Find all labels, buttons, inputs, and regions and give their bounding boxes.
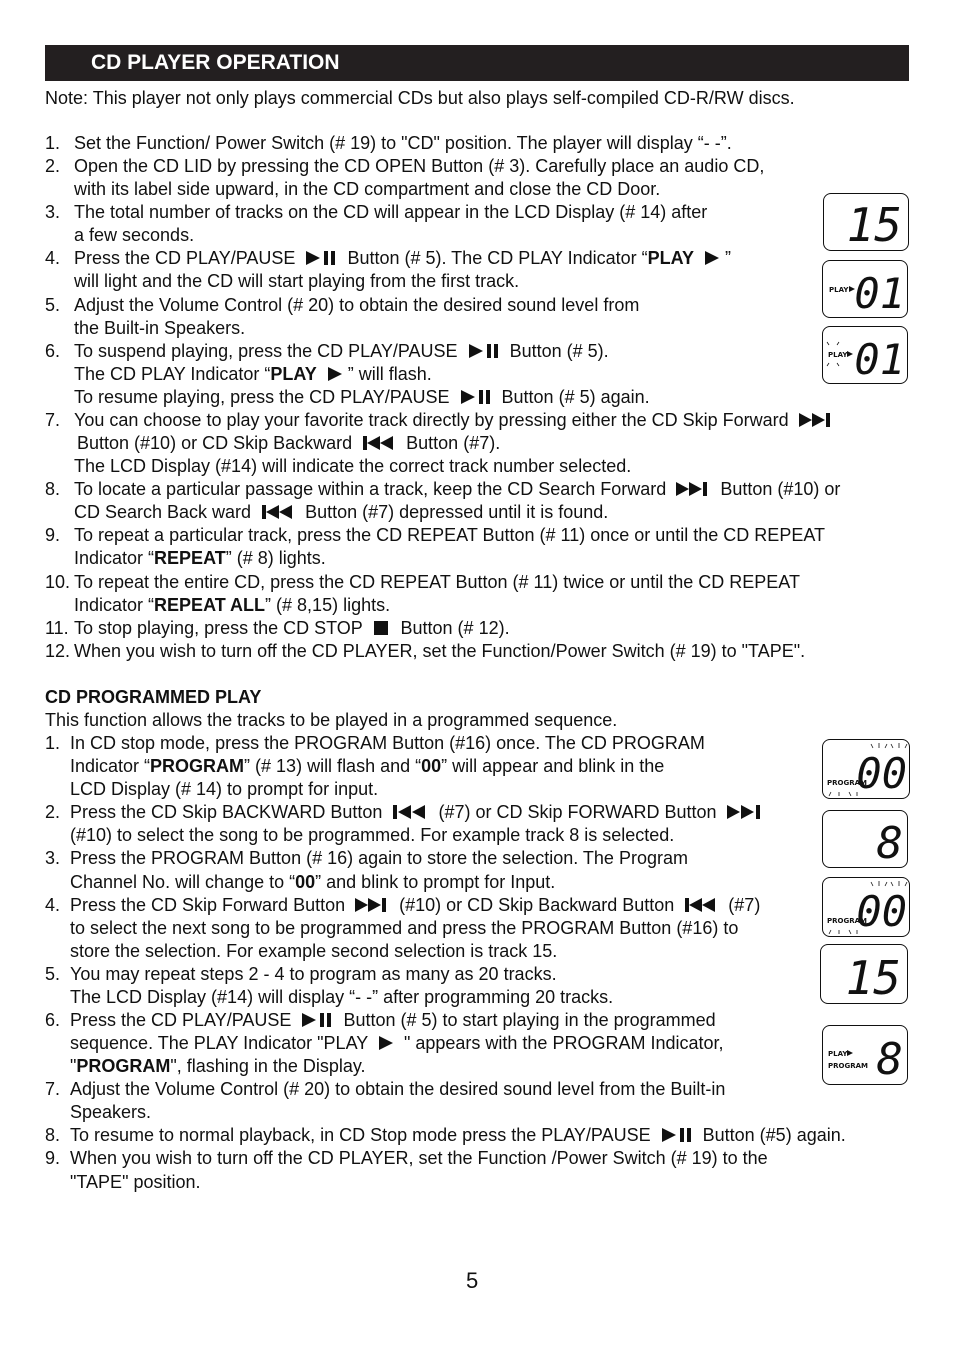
repeat-indicator: REPEAT [154,548,226,568]
step-number: 2. [45,802,61,822]
step-text: When you wish to turn off the CD PLAYER, set the Function /Power Switch (# 19) to the [70,1148,768,1168]
skip-backward-icon [391,804,429,820]
lcd-digits: 01 [854,269,905,317]
play-indicator: PLAY [270,364,317,384]
text: ", flashing in the Display. [170,1056,366,1076]
step-text: You may repeat steps 2 - 4 to program as many as 20 tracks. [70,964,557,984]
lcd-display [820,944,908,1004]
lcd-digits: 8 [876,818,903,867]
text: Press the CD PLAY/PAUSE [70,1010,292,1030]
step-number: 9. [45,525,61,545]
step-text: Press the PROGRAM Button (# 16) again to store the selection. The Program [70,848,688,868]
step-number: 12. [45,641,71,661]
text: Press the CD Skip BACKWARD Button [70,802,383,822]
text: To resume to normal playback, in CD Stop mode press the PLAY/PAUSE [70,1125,651,1145]
text: sequence. The PLAY Indicator "PLAY [70,1033,368,1053]
play-pause-icon [660,1127,694,1143]
text: To suspend playing, press the CD PLAY/PAUSE [74,341,458,361]
step-text [74,340,609,362]
text: (#7) [728,895,761,915]
step-number: 1. [45,133,61,153]
step-text [74,409,838,431]
repeat-all-indicator: REPEAT ALL [154,595,266,615]
lcd-display [822,877,910,937]
lcd-screen [821,945,907,1003]
step-text: When you wish to turn off the CD PLAYER, set the Function/Power Switch (# 19) to "TAPE". [74,641,806,661]
step-text: Speakers. [70,1102,152,1122]
step-text [74,547,326,569]
play-icon [326,366,344,382]
search-backward-icon [260,504,296,520]
step-text: a few seconds. [74,225,195,245]
step-number: 3. [45,202,61,222]
lcd-digits: 15 [846,198,902,250]
lcd-digits: 01 [854,335,905,383]
step-text [77,432,500,454]
lcd-display [822,739,910,799]
step-text: Adjust the Volume Control (# 20) to obtain the desired sound level from the Built-in [70,1079,726,1099]
step-text [70,755,664,777]
text: The CD PLAY Indicator “ [74,364,271,384]
text: " appears with the PROGRAM Indicator, [403,1033,724,1053]
lcd-digits: 00 [856,887,907,936]
step-number: 4. [45,895,61,915]
text: Button (# 5) to start playing in the programmed [343,1010,716,1030]
text: Press the CD Skip Forward Button [70,895,346,915]
text: You can choose to play your favorite track directly by pressing either the CD Skip Forward [74,410,789,430]
step-text: to select the next song to be programmed and press the PROGRAM Button (#16) to [70,918,739,938]
step-text: with its label side upward, in the CD compartment and close the CD Door. [74,179,661,199]
text: Button (#7). [406,433,501,453]
skip-backward-icon [683,897,719,913]
play-pause-icon [304,250,338,266]
text: ” [724,248,731,268]
lcd-screen [823,740,909,798]
text: (#7) or CD Skip FORWARD Button [438,802,717,822]
step-text [74,594,390,616]
step-text: Adjust the Volume Control (# 20) to obtain the desired sound level from [74,295,640,315]
text: To stop playing, press the CD STOP [74,618,363,638]
step-text [74,617,510,639]
search-forward-icon [675,481,711,497]
text: ” (# 13) will flash and “ [244,756,422,776]
text: Button (# 5). [509,341,609,361]
text: Press the CD PLAY/PAUSE [74,248,296,268]
step-number: 9. [45,1148,61,1168]
lcd-play-icon [847,351,853,357]
skip-forward-icon [354,897,390,913]
step-number: 2. [45,156,61,176]
text: ” will appear and blink in the [441,756,665,776]
text: Button (#10) or [720,479,841,499]
lcd-display [822,326,908,384]
section-title: CD PLAYER OPERATION [91,51,340,74]
lcd-display [822,260,908,318]
lcd-screen [823,1026,907,1084]
text: CD Search Back ward [74,502,252,522]
text: ” (# 8) lights. [225,548,326,568]
text: Indicator “ [74,595,155,615]
step-text: (#10) to select the song to be programmed. For example track 8 is selected. [70,825,675,845]
step-number: 7. [45,410,61,430]
step-text [74,386,650,408]
step-number: 8. [45,479,61,499]
lcd-display [823,193,909,251]
step-text [74,501,608,523]
lcd-digits: 15 [845,951,901,1003]
text: ” will flash. [347,364,432,384]
lcd-screen [823,811,907,867]
skip-forward-icon [726,804,764,820]
program-indicator: PROGRAM [76,1056,171,1076]
step-number: 5. [45,295,61,315]
play-icon [703,250,721,266]
step-text: In CD stop mode, press the PROGRAM Button (#16) once. The CD PROGRAM [70,733,705,753]
lcd-digits: 00 [856,749,907,798]
text: Button (# 12). [400,618,510,638]
step-text [74,363,432,385]
section-header [45,45,909,81]
step-text [70,1055,366,1077]
text: Button (# 5). The CD PLAY Indicator “ [347,248,648,268]
step-text [70,801,768,823]
page-number: 5 [466,1268,479,1293]
step-number: 1. [45,733,61,753]
text: Channel No. will change to “ [70,872,296,892]
lcd-screen [823,878,909,936]
play-pause-icon [467,343,501,359]
step-number: 3. [45,848,61,868]
step-text: the Built-in Speakers. [74,318,246,338]
step-number: 6. [45,341,61,361]
step-text [74,247,731,269]
step-number: 5. [45,964,61,984]
channel-number: 00 [421,756,442,776]
step-number: 4. [45,248,61,268]
step-text: Set the Function/ Power Switch (# 19) to "CD" position. The player will display “- -”. [74,133,732,153]
program-indicator: PROGRAM [150,756,245,776]
text: To resume playing, press the CD PLAY/PAUSE [74,387,450,407]
lcd-display [822,810,908,868]
lcd-play-label: PLAY [829,286,849,294]
step-number: 6. [45,1010,61,1030]
lcd-program-label: PROGRAM [828,1062,868,1070]
play-indicator: PLAY [647,248,694,268]
text: To locate a particular passage within a track, keep the CD Search Forward [74,479,667,499]
subsection-title: CD PROGRAMMED PLAY [45,687,262,707]
lcd-display [822,1025,908,1085]
skip-forward-icon [798,412,834,428]
text: ” (# 8,15) lights. [265,595,391,615]
lcd-screen [823,327,907,383]
text: Indicator “ [70,756,151,776]
text: Button (# 5) again. [501,387,650,407]
play-pause-icon [300,1012,334,1028]
step-text: To repeat a particular track, press the CD REPEAT Button (# 11) once or until the CD REPEAT [74,525,825,545]
text: Button (#5) again. [702,1125,846,1145]
skip-backward-icon [361,435,397,451]
text: Button (#7) depressed until it is found. [305,502,609,522]
step-number: 11. [45,618,69,638]
step-text: "TAPE" position. [70,1172,201,1192]
lcd-play-label: PLAY [828,351,848,359]
channel-number: 00 [295,872,316,892]
step-text: The LCD Display (#14) will display “- -” after programming 20 tracks. [70,987,614,1007]
play-pause-icon [459,389,493,405]
step-text: will light and the CD will start playing from the first track. [74,271,520,291]
lcd-screen [823,261,907,317]
text: Button (#10) or CD Skip Backward [77,433,353,453]
lcd-program-label: PROGRAM [827,917,867,925]
step-text: To repeat the entire CD, press the CD REPEAT Button (# 11) twice or until the CD REPEAT [74,572,800,592]
lcd-play-label: PLAY [828,1050,848,1058]
stop-icon [372,620,392,636]
step-text: Open the CD LID by pressing the CD OPEN Button (# 3). Carefully place an audio CD, [74,156,765,176]
step-text: The LCD Display (#14) will indicate the correct track number selected. [74,456,632,476]
step-text [70,1124,846,1146]
text: ” and blink to prompt for Input. [315,872,556,892]
text: Indicator “ [74,548,155,568]
lcd-digits: 8 [876,1034,903,1084]
step-number: 8. [45,1125,61,1145]
step-text: The total number of tracks on the CD will appear in the LCD Display (# 14) after [74,202,708,222]
step-text [70,1032,724,1054]
intro-text: This function allows the tracks to be played in a programmed sequence. [45,710,618,730]
lcd-program-label: PROGRAM [827,779,867,787]
step-text [70,894,760,916]
text: " [70,1056,77,1076]
lcd-play-icon [847,1050,853,1056]
note: Note: This player not only plays commercial CDs but also plays self-compiled CD-R/RW discs. [45,88,795,108]
step-text [74,478,840,500]
step-text [70,1009,716,1031]
step-text [70,871,555,893]
text: (#10) or CD Skip Backward Button [399,895,675,915]
play-icon [377,1035,395,1051]
step-number: 7. [45,1079,61,1099]
step-text: LCD Display (# 14) to prompt for input. [70,779,379,799]
lcd-screen [824,194,908,250]
step-number: 10. [45,572,71,592]
step-text: store the selection. For example second selection is track 15. [70,941,558,961]
